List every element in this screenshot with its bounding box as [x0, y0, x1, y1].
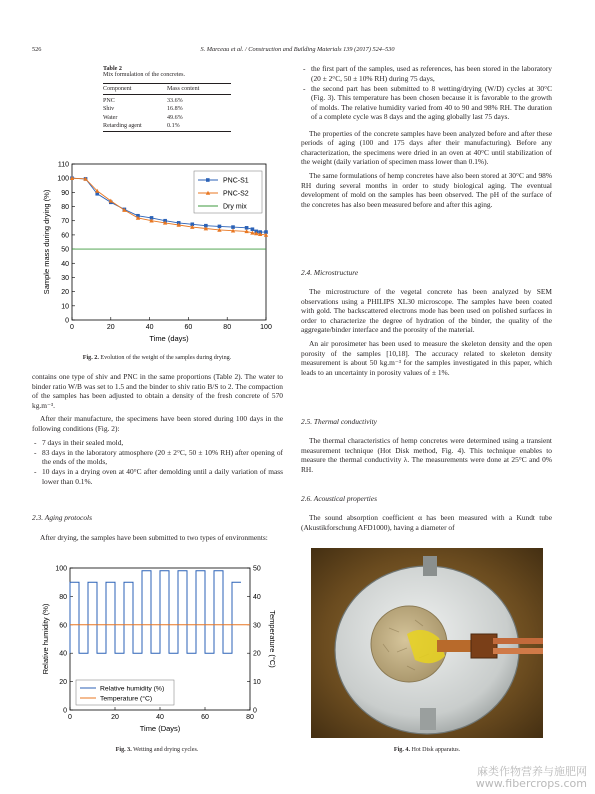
series-line [70, 571, 241, 653]
cable-2 [493, 648, 543, 654]
y-tick-label: 40 [61, 260, 69, 268]
fig3-caption: Fig. 3. Wetting and drying cycles. [115, 747, 199, 753]
section-heading: 2.3. Aging protocols [32, 513, 92, 522]
table-cell: 33.6% [167, 98, 183, 105]
fig2-chart [38, 158, 280, 354]
table-row [103, 122, 231, 132]
y-axis-label: Relative humidity (%) [41, 603, 50, 675]
mix-table [103, 83, 231, 132]
aging-list [301, 64, 552, 122]
data-point [218, 225, 222, 229]
y-tick-label: 0 [63, 707, 67, 715]
paragraph: The same formulations of hemp concretes have also been stored at 30°C and 98% RH during several months in order to study biological aging. The eventual development of mold on the samples has been observed. The pH of the surface of the concretes has also been measured before and after this aging. [301, 170, 552, 209]
right-text-block-2 [301, 287, 552, 381]
y2-tick-label: 20 [253, 650, 261, 658]
data-point [245, 226, 249, 230]
y-tick-label: 110 [57, 161, 69, 169]
fig4-caption: Fig. 4. Hot Disk apparatus. [393, 747, 461, 753]
legend-marker [206, 178, 210, 182]
x-tick-label: 0 [70, 324, 74, 331]
table-cell: Water [103, 114, 118, 121]
x-tick-label: 20 [106, 324, 115, 331]
list-item: - 10 days in a drying oven at 40°C after demolding until a daily variation of mass lower than 0.1%. [32, 467, 283, 486]
x-tick-label: 100 [260, 324, 272, 331]
paragraph: After their manufacture, the specimens have been stored during 100 days in the following conditions (Fig. 2): [32, 414, 283, 433]
legend-label: PNC-S1 [223, 177, 249, 185]
y2-tick-label: 30 [253, 622, 261, 630]
legend-label: Relative humidity (%) [100, 685, 165, 693]
y2-axis-label: Temperature (°C) [268, 610, 277, 668]
left-text-block-2 [32, 533, 283, 547]
table-cell: Shiv [103, 106, 115, 113]
x-tick-label: 40 [156, 714, 164, 721]
y-tick-label: 70 [61, 218, 69, 226]
paragraph: contains one type of shiv and PNC in the same proportions (Table 2). The water to binder ratio W/B was set to 1.5 and the binder to shiv ratio B/S to 2. The compaction of the samples has been adjusted to obtain a density of the fresh concrete of 570 kg.m⁻³. [32, 372, 283, 410]
list-item: - 83 days in the laboratory atmosphere (20 ± 2°C, 50 ± 10% RH) after opening of the ends of the molds, [32, 448, 283, 467]
x-tick-label: 20 [111, 714, 119, 721]
x-tick-label: 80 [246, 714, 254, 721]
x-tick-label: 80 [223, 324, 232, 331]
table-header: Component [103, 84, 167, 95]
paragraph: An air porosimeter has been used to measure the skeleton density and the open porosity of the samples [10,18]. The accuracy related to skeleton density measurement is about 50 kg.m⁻³ for the samples investigated in this paper, which leads to an uncertainty in porosity values of ± 1%. [301, 338, 552, 377]
data-point [251, 227, 255, 231]
y-tick-label: 50 [61, 246, 69, 254]
y-tick-label: 80 [61, 204, 69, 212]
table-cell: 0.1% [167, 122, 231, 132]
y-tick-label: 90 [61, 189, 69, 197]
section-heading: 2.5. Thermal conductivity [301, 417, 377, 426]
left-text-block [32, 372, 283, 487]
y-tick-label: 60 [61, 232, 69, 240]
legend-label: Dry mix [223, 203, 247, 211]
paragraph: The sound absorption coefficient α has been measured with a Kundt tube (Akustikforschung AFD1000), having a diameter of [301, 513, 552, 532]
cable-1 [493, 638, 543, 644]
legend-label: Temperature (°C) [100, 695, 153, 703]
watermark: 麻类作物营养与施肥网 www.fibercrops.com [475, 765, 587, 790]
x-axis-label: Time (Days) [139, 724, 181, 733]
x-tick-label: 0 [68, 714, 72, 721]
list-item: - the first part of the samples, used as references, has been stored in the laboratory (20 ± 2°C, 50 ± 10% RH) during 75 days, [301, 64, 552, 83]
section-heading: 2.6. Acoustical properties [301, 494, 377, 503]
right-text-block [301, 64, 552, 213]
table-2 [103, 66, 231, 132]
bottom-bolt [420, 708, 436, 730]
x-tick-label: 60 [201, 714, 209, 721]
paragraph: The microstructure of the vegetal concrete has been analyzed by SEM observations using a PHILIPS XL30 microscope. The samples have been coated with gold. The backscattered electrons mode has been used on polished surfaces in order to characterize the degree of hydration of the binder, the quality of the aggregate/binder interface and the porosity of the material. [301, 287, 552, 335]
y-tick-label: 0 [65, 317, 69, 325]
x-axis-label: Time (days) [149, 334, 189, 343]
right-text-block-3 [301, 436, 552, 478]
y-tick-label: 30 [61, 274, 69, 282]
y2-tick-label: 10 [253, 679, 261, 687]
table-row [103, 114, 231, 122]
right-text-block-4 [301, 513, 552, 536]
y-tick-label: 40 [59, 650, 67, 658]
paragraph: The thermal characteristics of hemp concretes were determined using a transient measurement technique (Hot Disk method, Fig. 4). This technique enables to measure the thermal conductivity λ. The measurements were done at 25°C and 0% RH. [301, 436, 552, 474]
fig2-caption: Fig. 2. Evolution of the weight of the samples during drying. [82, 355, 232, 361]
y2-tick-label: 0 [253, 707, 257, 715]
running-citation: S. Marceau et al. / Construction and Building Materials 139 (2017) 524–530 [200, 46, 395, 53]
y-tick-label: 60 [59, 622, 67, 630]
table-cell: Retarding agent [103, 122, 167, 132]
page-number: 526 [32, 46, 42, 53]
data-point [231, 225, 235, 229]
list-item: - the second part has been submitted to 8 wetting/drying (W/D) cycles at 30°C (Fig. 3). This temperature has been chosen because it is favorable to the growth of molds. The relative humidity varied from 40 to 90 and 98% RH. The duration of a complete cycle was 8 days and the aging globally last 75 days. [301, 84, 552, 122]
section-heading: 2.4. Microstructure [301, 268, 359, 277]
table-header: Mass content [167, 84, 231, 95]
y-tick-label: 10 [61, 303, 69, 311]
x-tick-label: 40 [145, 324, 154, 331]
y-tick-label: 100 [55, 565, 67, 573]
legend-label: PNC-S2 [223, 190, 249, 198]
y-tick-label: 20 [61, 289, 69, 297]
table-caption: Mix formulation of the concretes. [103, 72, 186, 78]
y-tick-label: 80 [59, 593, 67, 601]
top-bolt [423, 556, 437, 576]
y-tick-label: 100 [57, 175, 69, 183]
y2-tick-label: 40 [253, 593, 261, 601]
connector-clamp [471, 634, 497, 658]
table-row [103, 105, 231, 113]
paragraph: After drying, the samples have been submitted to two types of environments: [40, 533, 268, 542]
y-axis-label: Sample mass during drying (%) [42, 189, 51, 295]
table-label: Table 2 [103, 66, 122, 72]
conditions-list [32, 438, 283, 487]
table-cell: 16.8% [167, 106, 183, 113]
fig3-chart [38, 560, 284, 740]
y-tick-label: 20 [59, 679, 67, 687]
table-cell: PNC [103, 98, 115, 105]
table-row [103, 95, 231, 106]
list-item: - 7 days in their sealed mold, [32, 438, 283, 448]
x-tick-label: 60 [184, 324, 193, 331]
y2-tick-label: 50 [253, 565, 261, 573]
table-cell: 49.6% [167, 114, 183, 121]
fig4-photo [311, 548, 543, 738]
paragraph: The properties of the concrete samples have been analyzed before and after these periods of aging (100 and 175 days after their manufacturing). Before any characterization, the specimens were dried in an oven at 40°C until stabilization of the weight (daily variation of specimen mass lower than 0.1%). [301, 128, 552, 167]
